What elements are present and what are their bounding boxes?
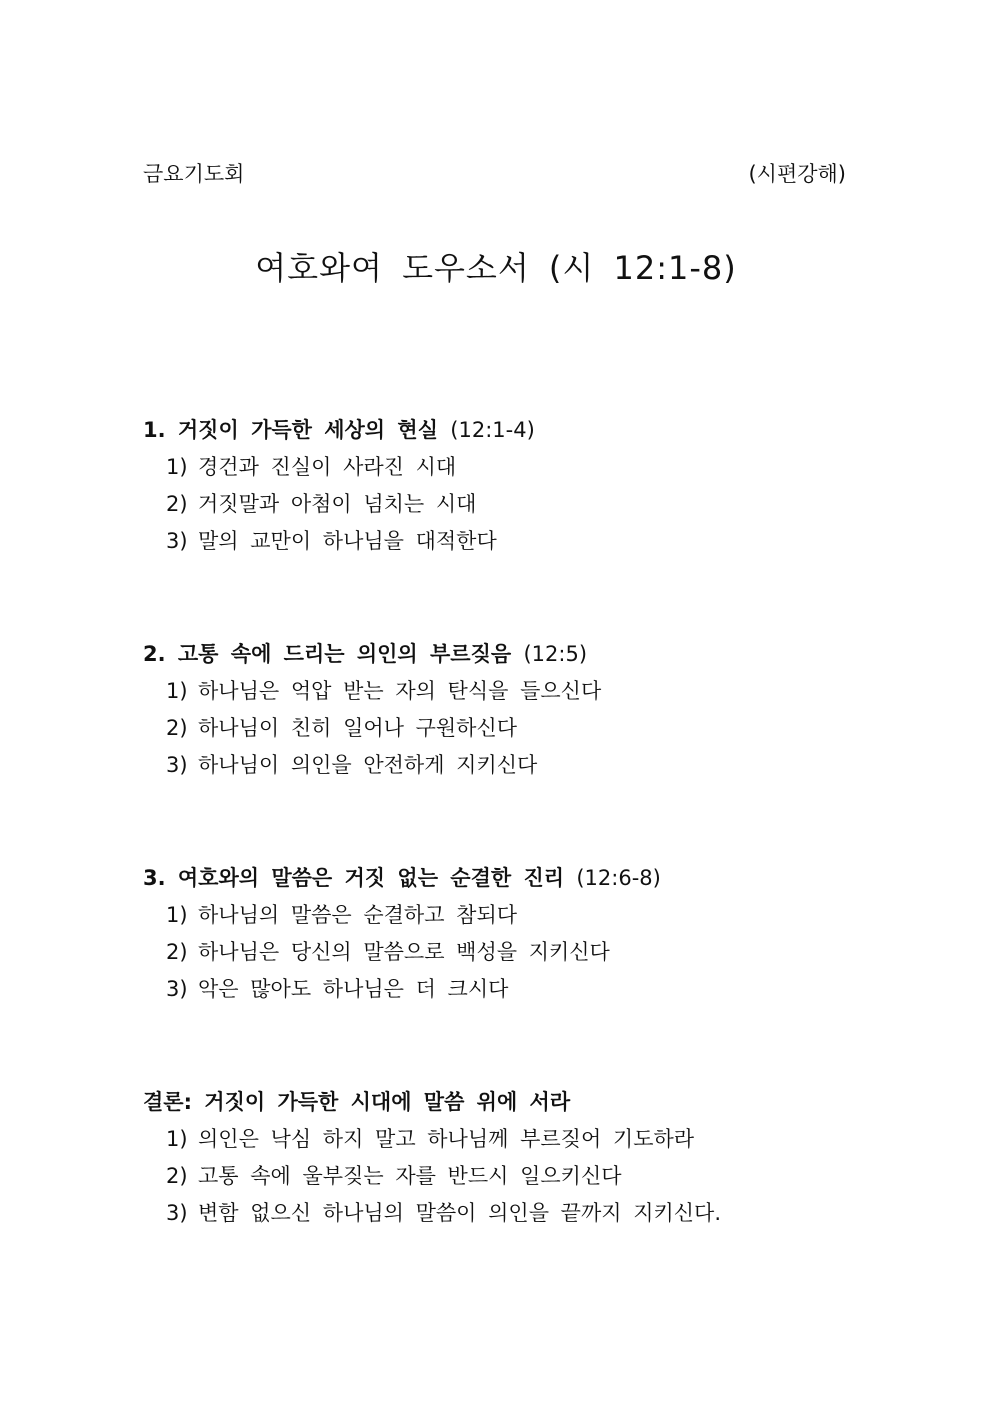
outline-point bbox=[166, 519, 863, 556]
point-text: 하나님은 당신의 말씀으로 백성을 지키신다 bbox=[198, 940, 610, 964]
point-number: 1) bbox=[166, 455, 188, 479]
section-heading-text: 2. 고통 속에 드리는 의인의 부르짖음 bbox=[143, 642, 512, 666]
outline-point bbox=[166, 445, 863, 482]
point-text: 고통 속에 울부짖는 자를 반드시 일으키신다 bbox=[198, 1164, 622, 1188]
outline-section-1 bbox=[143, 415, 863, 556]
point-number: 1) bbox=[166, 903, 188, 927]
section-heading-text: 3. 여호와의 말씀은 거짓 없는 순결한 진리 bbox=[143, 866, 565, 890]
point-text: 하나님은 억압 받는 자의 탄식을 들으신다 bbox=[198, 679, 602, 703]
point-text: 하나님이 의인을 안전하게 지키신다 bbox=[198, 753, 538, 777]
header-series-name: (시편강해) bbox=[748, 162, 846, 186]
section-heading-text: 1. 거짓이 가득한 세상의 현실 bbox=[143, 418, 438, 442]
section-heading bbox=[143, 639, 863, 669]
point-text: 의인은 낙심 하지 말고 하나님께 부르짖어 기도하라 bbox=[198, 1127, 695, 1151]
header-service-name: 금요기도회 bbox=[143, 162, 245, 186]
point-text: 악은 많아도 하나님은 더 크시다 bbox=[198, 977, 509, 1001]
outline-point bbox=[166, 669, 863, 706]
point-text: 거짓말과 아첨이 넘치는 시대 bbox=[198, 492, 477, 516]
scripture-reference: (12:5) bbox=[523, 642, 588, 666]
scripture-reference: (12:1-4) bbox=[450, 418, 535, 442]
point-number: 3) bbox=[166, 753, 188, 777]
point-text: 말의 교만이 하나님을 대적한다 bbox=[198, 529, 497, 553]
point-number: 2) bbox=[166, 492, 188, 516]
outline-point bbox=[166, 1154, 863, 1191]
point-number: 2) bbox=[166, 716, 188, 740]
outline-point bbox=[166, 482, 863, 519]
section-heading bbox=[143, 415, 863, 445]
outline-point bbox=[166, 743, 863, 780]
sermon-title: 여호와여 도우소서 (시 12:1-8) bbox=[255, 249, 737, 287]
outline-point bbox=[166, 967, 863, 1004]
point-text: 변함 없으신 하나님의 말씀이 의인을 끝까지 지키신다. bbox=[198, 1201, 722, 1225]
outline-point bbox=[166, 706, 863, 743]
outline-point bbox=[166, 1117, 863, 1154]
point-number: 2) bbox=[166, 1164, 188, 1188]
point-text: 경건과 진실이 사라진 시대 bbox=[198, 455, 457, 479]
outline-conclusion bbox=[143, 1087, 863, 1228]
point-number: 3) bbox=[166, 1201, 188, 1225]
outline-point bbox=[166, 930, 863, 967]
scripture-reference: (12:6-8) bbox=[576, 866, 661, 890]
point-number: 2) bbox=[166, 940, 188, 964]
point-number: 3) bbox=[166, 529, 188, 553]
point-text: 하나님이 친히 일어나 구원하신다 bbox=[198, 716, 518, 740]
outline-point bbox=[166, 1191, 863, 1228]
section-heading-text: 결론: 거짓이 가득한 시대에 말씀 위에 서라 bbox=[143, 1090, 571, 1114]
point-number: 1) bbox=[166, 1127, 188, 1151]
point-number: 1) bbox=[166, 679, 188, 703]
outline-section-2 bbox=[143, 639, 863, 780]
point-number: 3) bbox=[166, 977, 188, 1001]
point-text: 하나님의 말씀은 순결하고 참되다 bbox=[198, 903, 518, 927]
outline-point bbox=[166, 893, 863, 930]
outline-section-3 bbox=[143, 863, 863, 1004]
conclusion-heading bbox=[143, 1087, 863, 1117]
section-heading bbox=[143, 863, 863, 893]
